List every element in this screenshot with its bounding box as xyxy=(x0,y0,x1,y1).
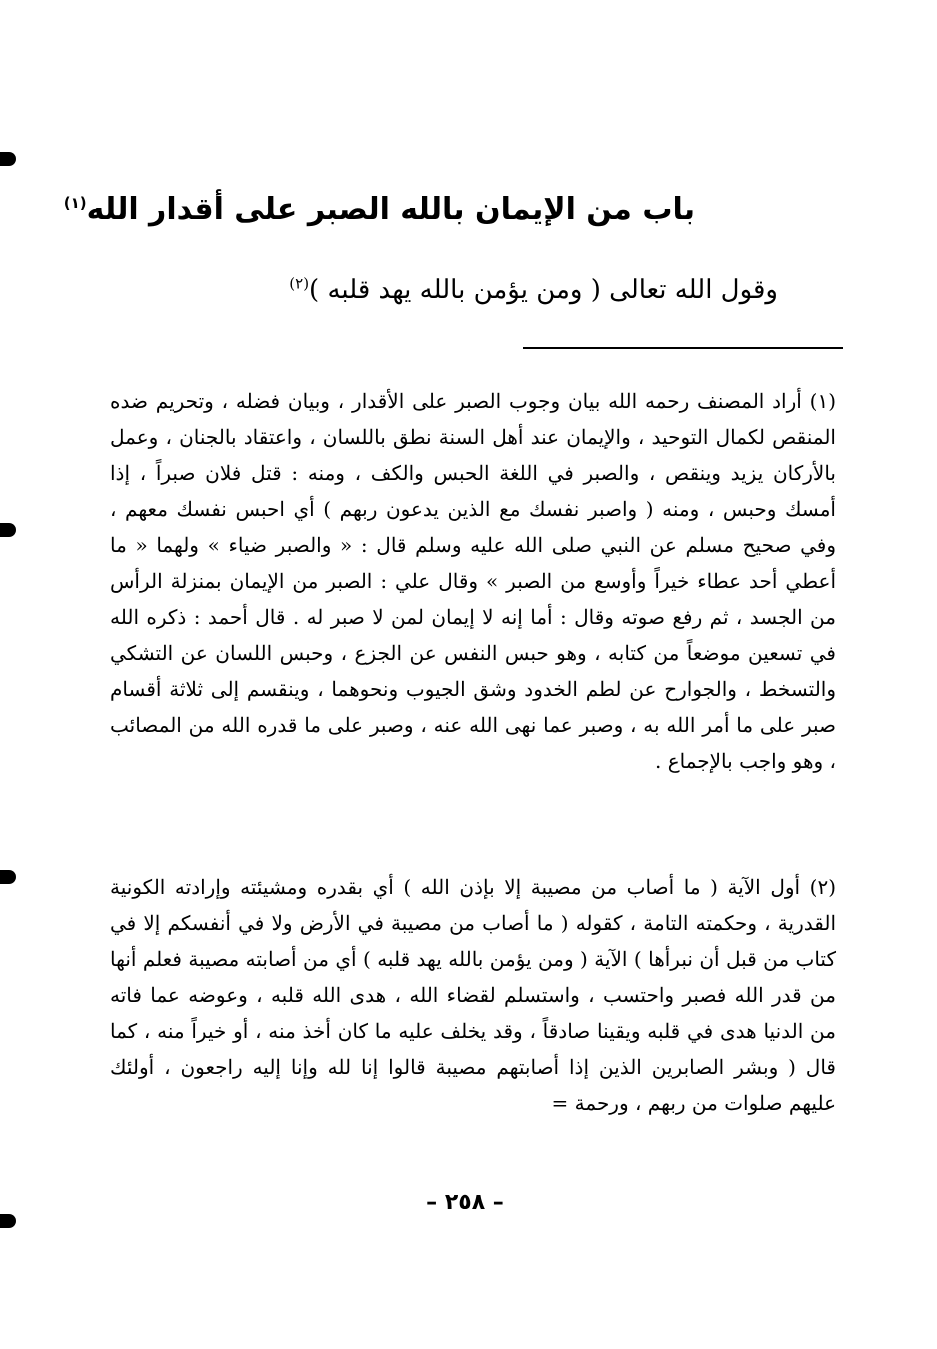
footnote-2: (٢) أول الآية ( ما أصاب من مصيبة إلا بإذن الله ) أي بقدره ومشيئته وإرادته الكونية القدرية ، وحكمته التامة ، كقوله ( ما أصاب من مصيبة في الأرض ولا في أنفسكم إلا في كتاب من قبل أن نبرأها ) الآية ( ومن يؤمن بالله يهد قلبه ) أي من أصابته مصيبة فعلم أنها من قدر الله فصبر واحتسب ، واستسلم لقضاء الله ، هدى الله قلبه ، وعوضه عما فاته من الدنيا هدى في قلبه ويقينا صادقاً ، وقد يخلف عليه ما كان أخذ منه ، أو خيراً منه ، كما قال ( وبشر الصابرين الذين إذا أصابتهم مصيبة قالوا إنا لله وإنا إليه راجعون ، أولئك عليهم صلوات من ربهم ، ورحمة = xyxy=(110,875,836,1115)
binding-mark xyxy=(0,152,16,166)
binding-mark xyxy=(0,870,16,884)
verse-line-text: وقول الله تعالى ( ومن يؤمن بالله يهد قلبه ) xyxy=(309,275,778,305)
footnote-1: (١) أراد المصنف رحمه الله بيان وجوب الصبر على الأقدار ، وبيان فضله ، وتحريم ضده المنقص لكمال التوحيد ، والإيمان عند أهل السنة نطق باللسان ، واعتقاد بالجنان ، وعمل بالأركان يزيد وينقص ، والصبر في اللغة الحبس والكف ، ومنه : قتل فلان صبراً ، إذا أمسك وحبس ، ومنه ( واصبر نفسك مع الذين يدعون ربهم ) أي احبس نفسك معهم ، وفي صحيح مسلم عن النبي صلى الله عليه وسلم قال : « والصبر ضياء » ولهما « ما أعطي أحد عطاء خيراً وأوسع من الصبر » وقال علي : الصبر من الإيمان بمنزلة الرأس من الجسد ، ثم رفع صوته وقال : أما إنه لا إيمان لمن لا صبر له . قال أحمد : ذكره الله في تسعين موضعاً من كتابه ، وهو حبس النفس عن الجزع ، وحبس اللسان عن التشكي والتسخط ، والجوارح عن لطم الخدود وشق الجيوب ونحوهما ، وينقسم إلى ثلاثة أقسام صبر على ما أمر الله به ، وصبر عما نهى الله عنه ، وصبر على ما قدره الله من المصائب ، وهو واجب بالإجماع . xyxy=(110,389,836,773)
verse-line xyxy=(150,268,778,312)
chapter-title xyxy=(63,186,695,234)
footnote-marker-2: (٢) xyxy=(289,274,310,293)
chapter-title-text: باب من الإيمان بالله الصبر على أقدار الله xyxy=(86,192,695,227)
footnote-separator xyxy=(523,347,843,349)
binding-mark xyxy=(0,1214,16,1228)
page-number: – ٢٥٨ – xyxy=(426,1190,504,1215)
binding-mark xyxy=(0,523,16,537)
footnote-marker-1: (١) xyxy=(63,194,87,212)
